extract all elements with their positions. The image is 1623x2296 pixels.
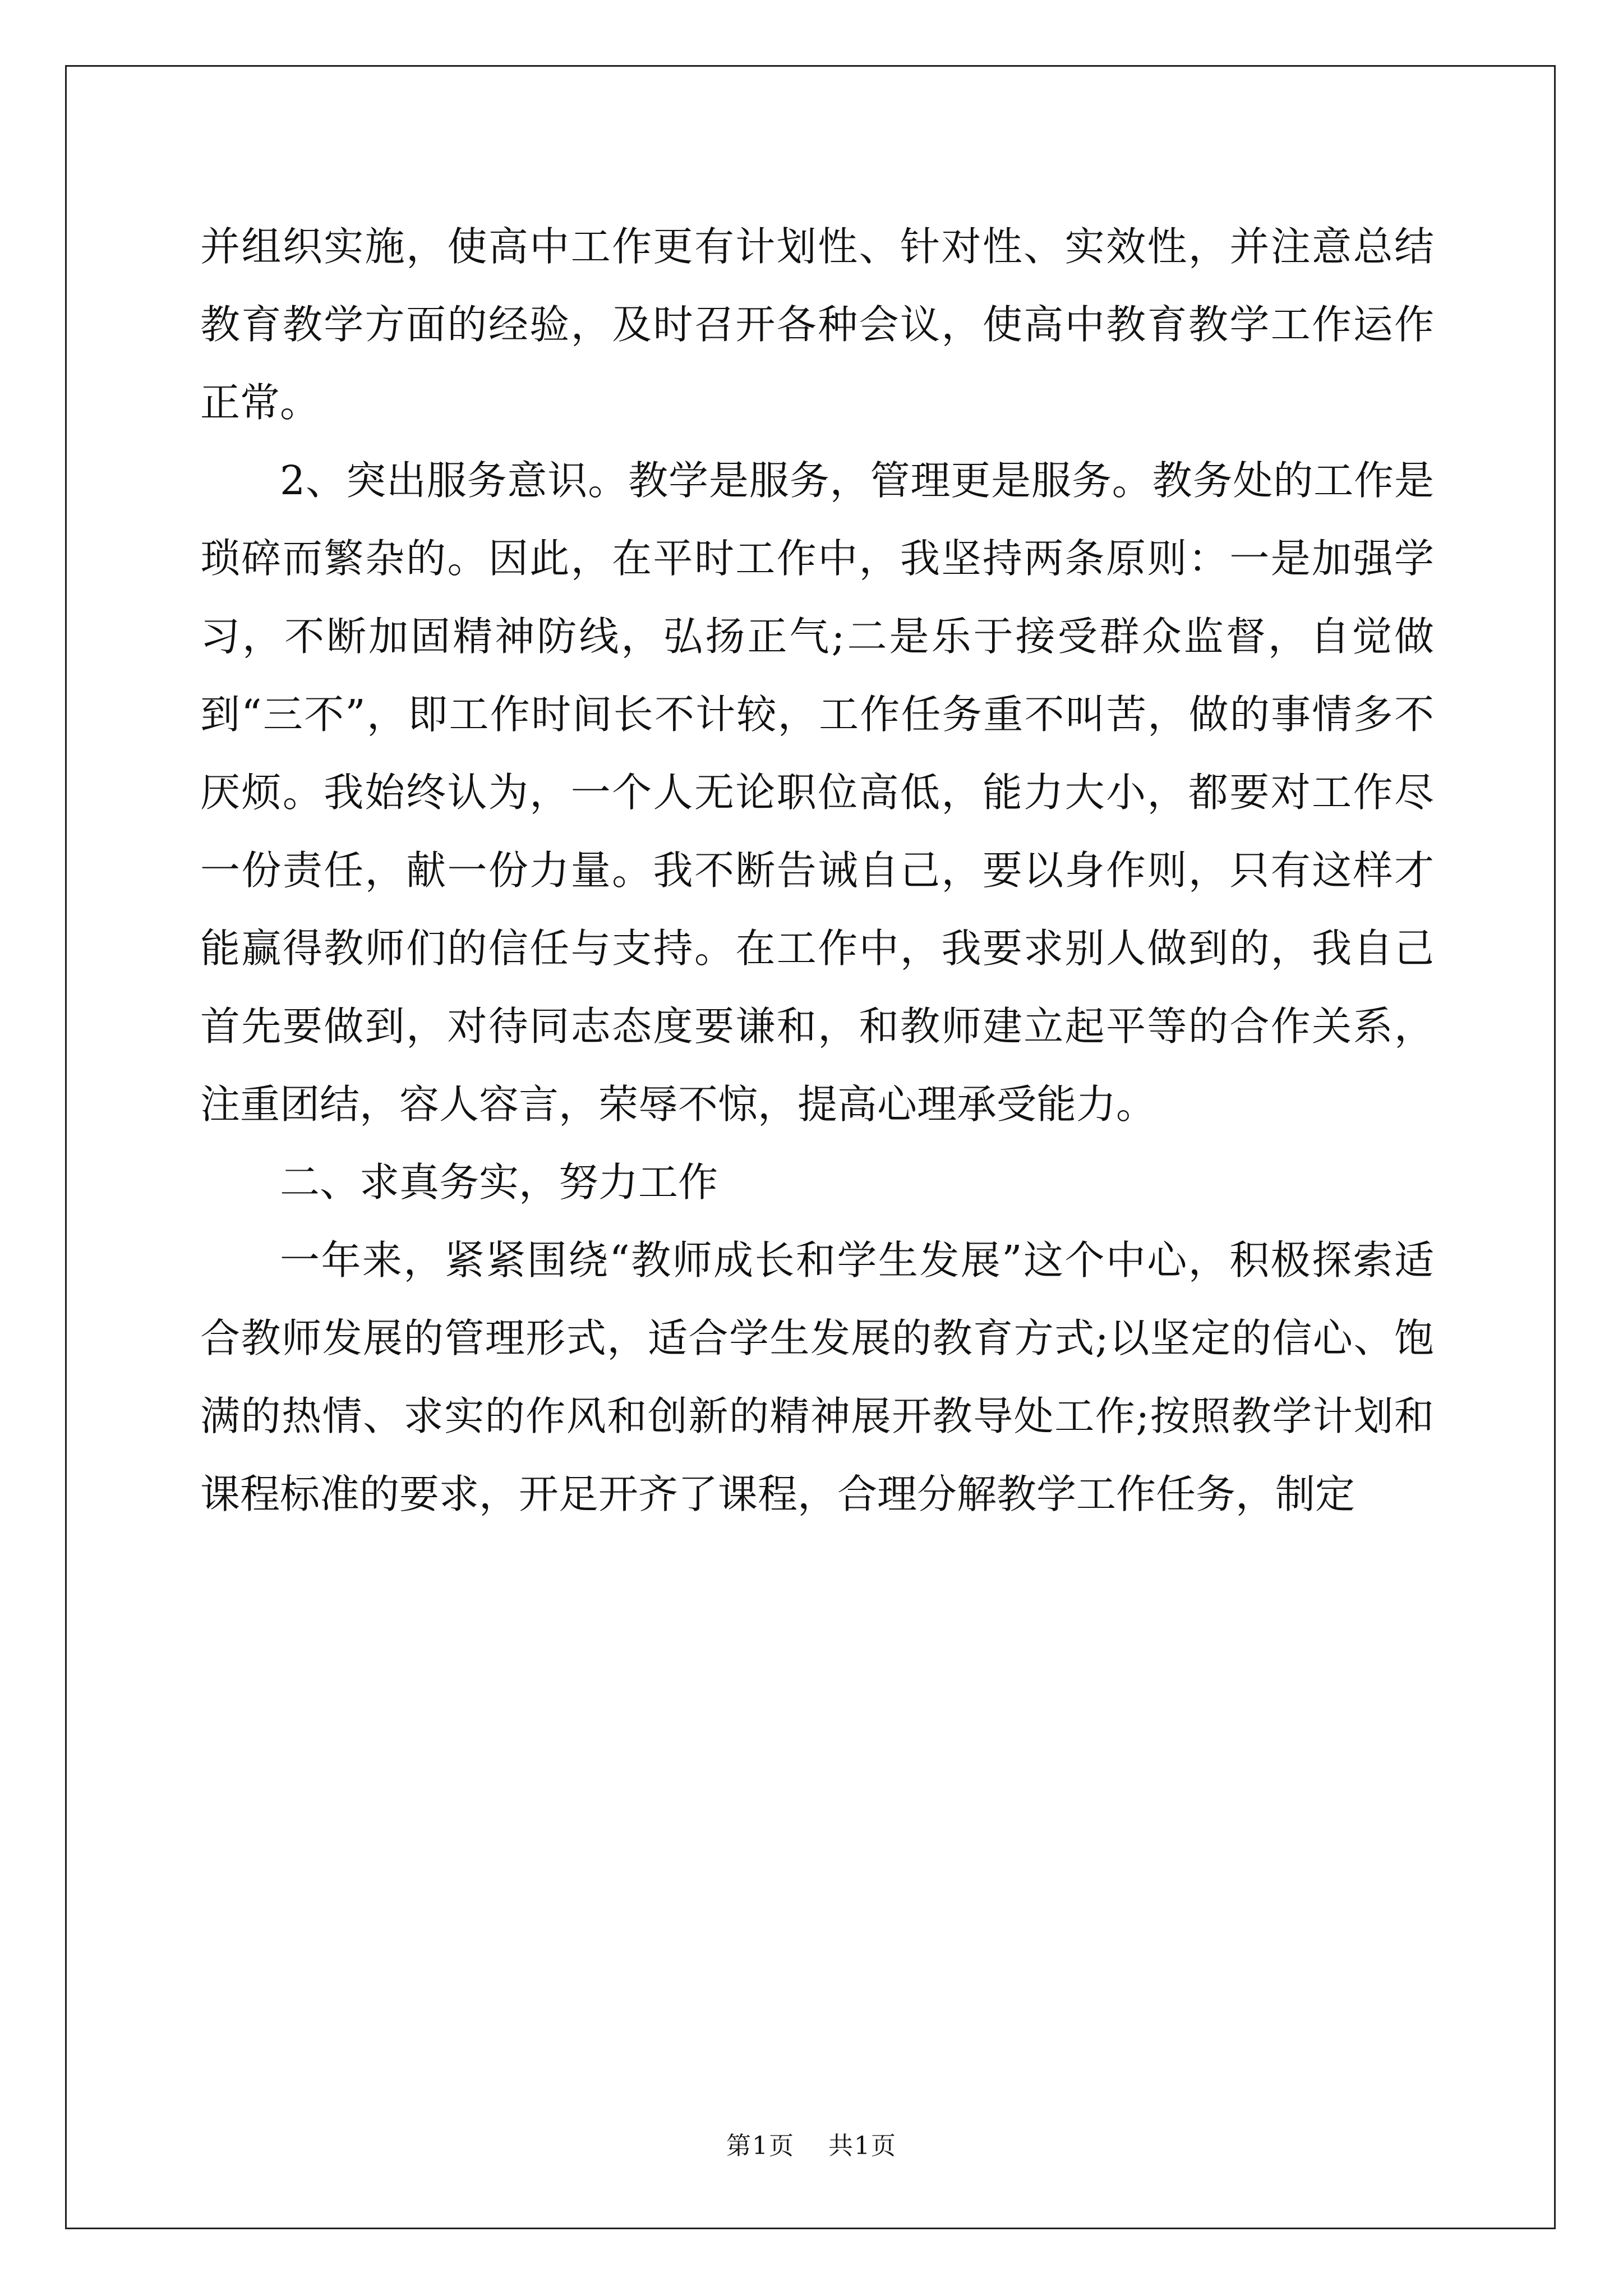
page-total: 共1页 — [828, 2132, 897, 2160]
page-number: 第1页 — [726, 2132, 795, 2160]
section-heading: 二、求真务实，努力工作 — [280, 1159, 718, 1205]
paragraph-4: 一年来，紧紧围绕“教师成长和学生发展”这个中心，积极探索适合教师发展的管理形式，适合学生发展的教育方式;以坚定的信心、饱满的热情、求实的作风和创新的精神展开教导处工作;按照教学计划和课程标准的要求，开足开齐了课程，合理分解教学工作任务，制定 — [200, 1237, 1434, 1517]
paragraph-1: 并组织实施，使高中工作更有计划性、针对性、实效性，并注意总结教育教学方面的经验，及时召开各种会议，使高中教育教学工作运作正常。 — [200, 223, 1434, 426]
page-footer — [0, 2129, 1623, 2163]
paragraph-2: 2、突出服务意识。教学是服务，管理更是服务。教务处的工作是琐碎而繁杂的。因此，在平时工作中，我坚持两条原则：一是加强学习，不断加固精神防线，弘扬正气;二是乐于接受群众监督，自觉做到“三不”，即工作时间长不计较，工作任务重不叫苦，做的事情多不厌烦。我始终认为，一个人无论职位高低，能力大小，都要对工作尽一份责任，献一份力量。我不断告诫自己，要以身作则，只有这样才能赢得教师们的信任与支持。在工作中，我要求别人做到的，我自己首先要做到，对待同志态度要谦和，和教师建立起平等的合作关系，注重团结，容人容言，荣辱不惊，提高心理承受能力。 — [200, 457, 1434, 1128]
document-body — [200, 208, 1434, 1533]
